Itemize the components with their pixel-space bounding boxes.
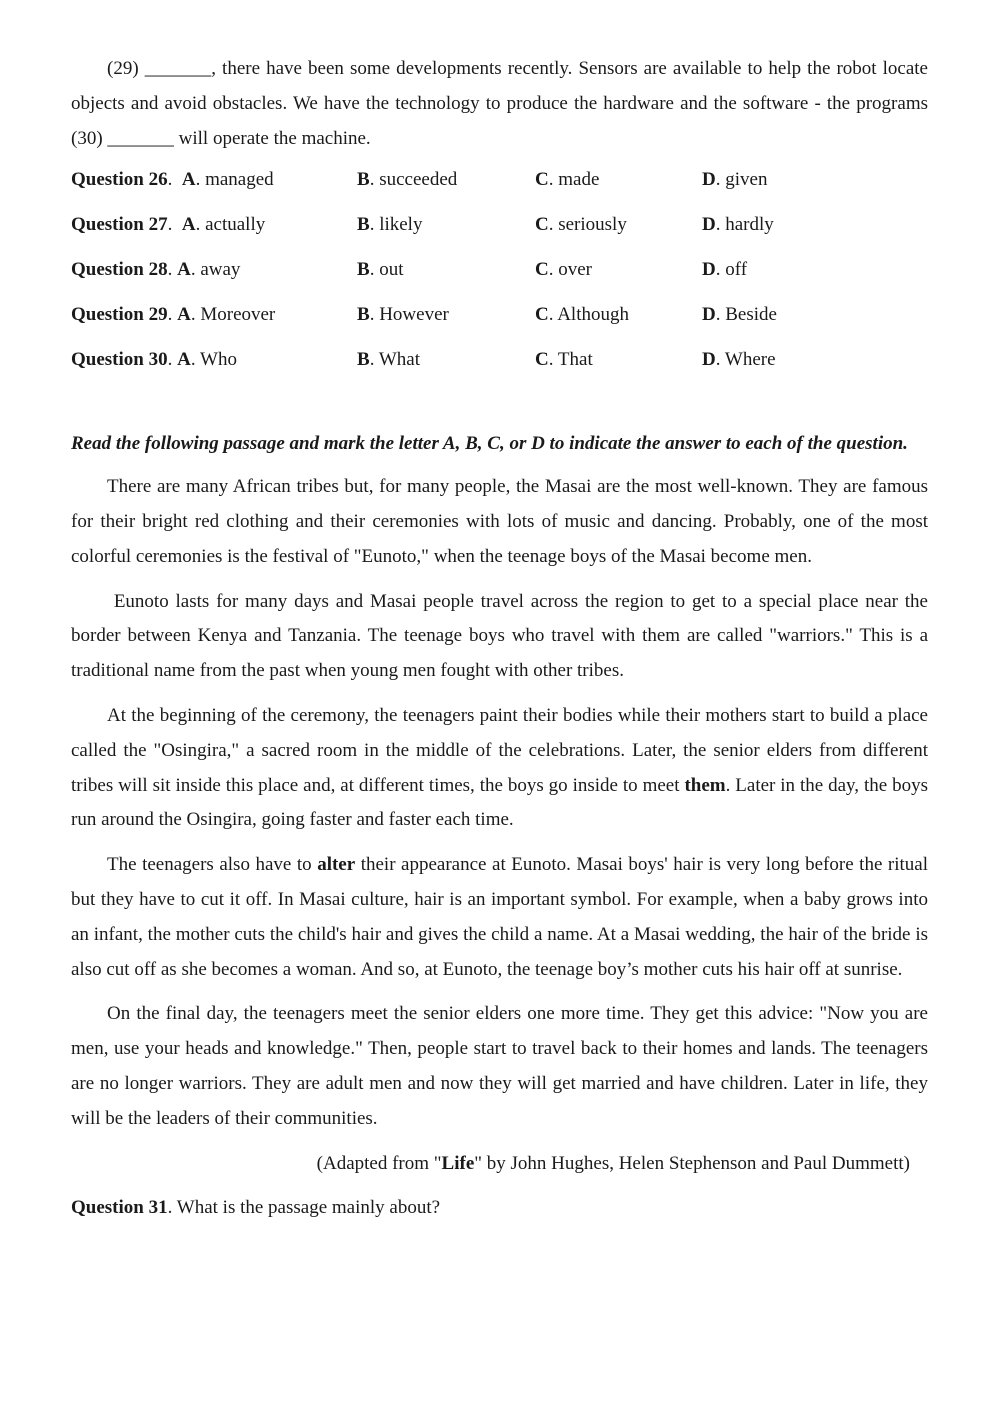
option-c: over [558, 259, 592, 281]
question-label: Question 30 [71, 349, 168, 371]
option-c: Although [557, 304, 629, 326]
option-c: made [558, 169, 600, 191]
question-row: Question 28. A. away B. out C. over D. off [71, 259, 748, 281]
option-a: Moreover [200, 304, 276, 326]
option-a: away [200, 259, 241, 281]
option-a: Who [200, 349, 237, 371]
document-page [71, 52, 928, 1226]
source-citation: (Adapted from "Life" by John Hughes, Helen Stephenson and Paul Dummett) [316, 1152, 910, 1174]
question-label: Question 31 [71, 1197, 168, 1219]
option-c: seriously [558, 214, 627, 236]
reading-instruction: Read the following passage and mark the letter A, B, C, or D to indicate the answer to each of the question. [71, 433, 908, 455]
option-d: Beside [725, 304, 777, 326]
question-label: Question 26 [71, 169, 168, 191]
passage-paragraph-5: On the final day, the teenagers meet the senior elders one more time. They get this advice: "Now you are men, use your heads and knowledge." Then, people start to travel back to their homes and lands. The teenagers are no longer warriors. They are adult men and now they will get married and have children. Later in life, they will be the leaders of their communities. [71, 1003, 928, 1129]
question-row: Question 26. A. managed B. succeeded C. made D. given [71, 169, 768, 191]
highlighted-word-alter: alter [317, 854, 356, 876]
option-c: That [557, 349, 593, 371]
passage-paragraph-3: At the beginning of the ceremony, the teenagers paint their bodies while their mothers start to build a place called the "Osingira," a sacred room in the middle of the celebrations. Later, the senior elders from different tribes will sit inside this place and, at different times, the boys go inside to meet them. Later in the day, the boys run around the Osingira, going faster and faster each time. [71, 704, 929, 831]
question-label: Question 29 [71, 304, 168, 326]
option-a: managed [205, 169, 274, 191]
question-text: . What is the passage mainly about? [167, 1197, 441, 1219]
option-b: What [378, 349, 421, 371]
question-label: Question 28 [71, 259, 168, 281]
option-b: succeeded [379, 169, 458, 191]
question-table [71, 165, 928, 390]
source-title: Life [441, 1152, 475, 1174]
question-label: Question 27 [71, 214, 168, 236]
option-d: given [725, 169, 768, 191]
option-d: hardly [725, 214, 774, 236]
option-b: out [379, 259, 404, 281]
option-b: However [379, 304, 449, 326]
question-31 [71, 1191, 928, 1226]
question-row: Question 29. A. Moreover B. However C. Although D. Beside [71, 304, 777, 326]
question-row: Question 27. A. actually B. likely C. seriously D. hardly [71, 214, 774, 236]
passage-paragraph-4: The teenagers also have to alter their appearance at Eunoto. Masai boys' hair is very long before the ritual but they have to cut it off. In Masai culture, hair is an important symbol. For example, when a baby grows into an infant, the mother cuts the child's hair and gives the child a name. At a Masai wedding, the hair of the bride is also cut off as she becomes a woman. And so, at Eunoto, the teenage boy’s mother cuts his hair off at sunrise. [71, 854, 928, 980]
highlighted-word-them: them [684, 774, 726, 796]
option-b: likely [379, 214, 423, 236]
option-d: Where [724, 349, 776, 371]
passage-paragraph-1: There are many African tribes but, for many people, the Masai are the most well-known. They are famous for their bright red clothing and their ceremonies with lots of music and dancing. Probably, one of the most colorful ceremonies is the festival of "Eunoto," when the teenage boys of the Masai become men. [71, 476, 928, 567]
passage-paragraph-2: Eunoto lasts for many days and Masai people travel across the region to get to a special place near the border between Kenya and Tanzania. The teenage boys who travel with them are called "warriors." This is a traditional name from the past when young men fought with other tribes. [71, 590, 928, 682]
option-d: off [725, 259, 748, 281]
intro-paragraph: (29) _______, there have been some developments recently. Sensors are available to help the robot locate objects and avoid obstacles. We have the technology to produce the hardware and the software - the programs (30) _______ will operate the machine. [71, 58, 928, 149]
question-row: Question 30. A. Who B. What C. That D. Where [71, 349, 776, 371]
option-a: actually [205, 214, 266, 236]
